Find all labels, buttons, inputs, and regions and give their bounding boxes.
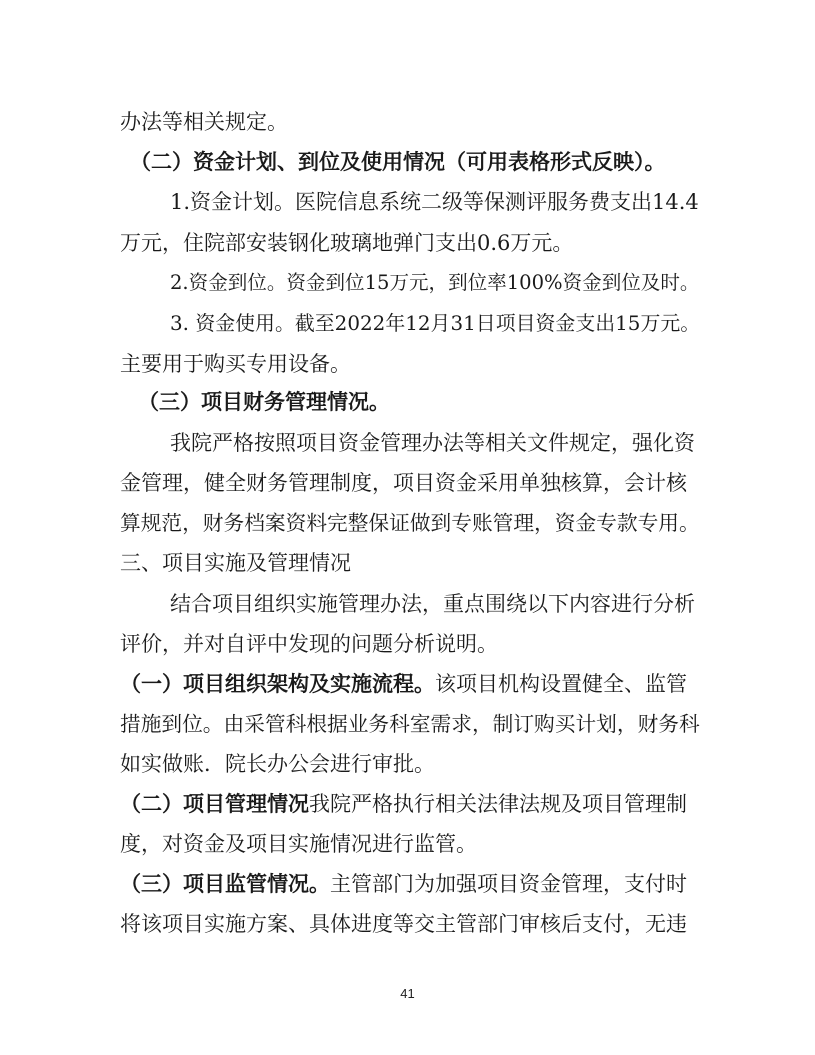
text-line: 措施到位。由采管科根据业务科室需求，制订购买计划，财务科 xyxy=(120,712,700,736)
text-line: 我院严格按照项目资金管理办法等相关文件规定，强化资 xyxy=(170,431,695,455)
text-line: 如实做账．院长办公会进行审批。 xyxy=(120,752,435,776)
text-line: 度，对资金及项目实施情况进行监管。 xyxy=(120,832,477,856)
section-heading: （二）资金计划、到位及使用情况（可用表格形式反映）。 xyxy=(130,150,666,174)
inline-text: 主管部门为加强项目资金管理，支付时 xyxy=(330,872,687,896)
text-line: 金管理，健全财务管理制度，项目资金采用单独核算，会计核 xyxy=(120,471,687,495)
page-number: 41 xyxy=(400,986,415,1001)
inline-heading: （二）项目管理情况 xyxy=(120,792,309,816)
inline-text: 该项目机构设置健全、监管 xyxy=(435,672,687,696)
inline-text: 我院严格执行相关法律法规及项目管理制 xyxy=(309,792,687,816)
text-line: 结合项目组织实施管理办法，重点围绕以下内容进行分析 xyxy=(170,592,695,616)
text-line xyxy=(120,869,687,899)
text-line: 2.资金到位。资金到位15万元，到位率100%资金到位及时。 xyxy=(170,271,700,294)
chapter-heading: 三、项目实施及管理情况 xyxy=(120,551,351,575)
inline-heading: （三）项目监管情况。 xyxy=(120,872,330,896)
text-line: 3. 资金使用。截至2022年12月31日项目资金支出15万元。 xyxy=(170,312,701,335)
text-line: 1.资金计划。医院信息系统二级等保测评服务费支出14.4 xyxy=(170,190,699,214)
inline-heading: （一）项目组织架构及实施流程。 xyxy=(120,672,435,696)
text-line: 算规范，财务档案资料完整保证做到专账管理，资金专款专用。 xyxy=(120,511,700,535)
text-line: 评价，并对自评中发现的问题分析说明。 xyxy=(120,632,498,656)
text-line xyxy=(120,669,687,699)
text-line: 万元，住院部安装钢化玻璃地弹门支出0.6万元。 xyxy=(120,231,574,255)
section-heading: （三）项目财务管理情况。 xyxy=(138,390,390,414)
text-line xyxy=(120,789,687,819)
text-line: 将该项目实施方案、具体进度等交主管部门审核后支付，无违 xyxy=(120,912,687,936)
text-line: 主要用于购买专用设备。 xyxy=(120,352,351,376)
text-line: 办法等相关规定。 xyxy=(120,110,288,134)
